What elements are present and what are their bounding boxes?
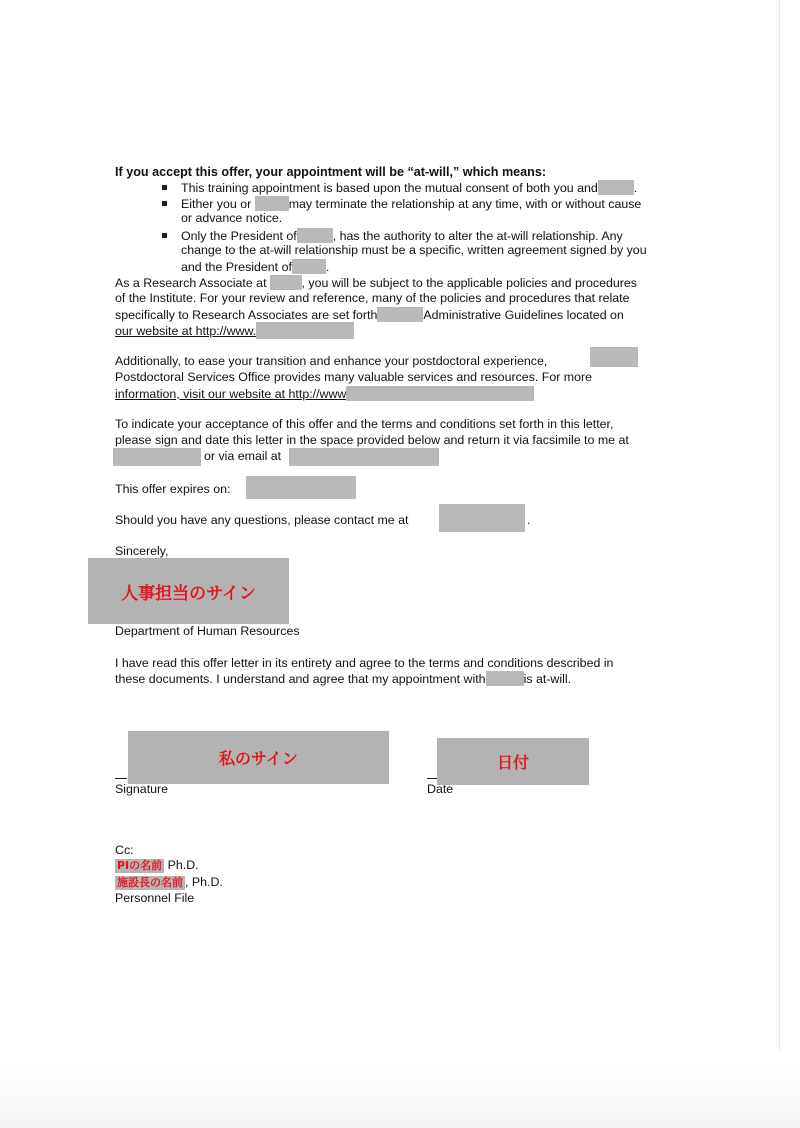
redaction-box — [598, 180, 634, 195]
para-2-line-2: Postdoctoral Services Office provides many valuable services and resources. For more — [115, 370, 593, 384]
director-name-tag: 施設長の名前 — [117, 876, 183, 889]
postdoc-link[interactable]: information, visit our website at http://www — [115, 387, 347, 401]
my-signature-note: 私のサイン — [219, 749, 298, 768]
offer-expires: This offer expires on: — [115, 482, 231, 496]
redaction-box — [256, 322, 354, 339]
bullet-3-line-2: change to the at-will relationship must be a specific, written agreement signed by you — [181, 243, 647, 257]
para-2-line-1 — [115, 354, 547, 370]
redaction-box — [297, 228, 333, 243]
bullet-1: This training appointment is based upon the mutual consent of both you and . — [181, 181, 638, 195]
para-1-line-2: of the Institute. For your review and reference, many of the policies and procedures that relate — [115, 291, 630, 305]
redaction-box — [590, 347, 638, 367]
page-edge — [779, 0, 780, 1050]
para-3-line-1: To indicate your acceptance of this offer and the terms and conditions set forth in this letter, — [115, 417, 614, 431]
agreement-line-1: I have read this offer letter in its entirety and agree to the terms and conditions described in — [115, 656, 614, 670]
date-box — [437, 738, 589, 785]
cc-director — [115, 875, 223, 891]
para-1-text-d: Administrative Guidelines located on — [423, 308, 624, 322]
agreement-line-2 — [115, 671, 571, 688]
bullet-2-text-b: may terminate the relationship at any time, with or without cause — [288, 197, 642, 211]
signature-label: Signature — [115, 782, 169, 796]
para-1-line-4 — [115, 322, 354, 340]
para-1-text-b: , you will be subject to the applicable policies and procedures — [301, 276, 637, 290]
bullet-2-line-2: or advance notice. — [181, 211, 283, 225]
period: . — [527, 513, 531, 527]
questions-line — [115, 513, 408, 529]
bullet-2-text-a: Either you or — [181, 197, 252, 211]
para-2-line-3 — [115, 386, 534, 403]
para-1-text-a: As a Research Associate at — [115, 276, 267, 290]
redaction-box — [439, 504, 525, 532]
redaction-box — [255, 196, 289, 211]
hr-signature-box — [88, 558, 289, 624]
redaction-box — [377, 307, 423, 322]
bullet-3-text-a: Only the President of — [181, 229, 297, 243]
para-3-line-3: or via email at — [204, 449, 282, 463]
pi-name-tag: PIの名前 — [117, 859, 163, 872]
bullet-marker — [162, 185, 167, 190]
redaction-box — [486, 671, 524, 686]
para-1-line-1 — [115, 275, 637, 292]
director-suffix: , Ph.D. — [185, 875, 223, 889]
at-will-heading: If you accept this offer, your appointment will be “at-will,” which means: — [115, 165, 547, 179]
guidelines-link[interactable]: our website at http://www. — [115, 324, 257, 338]
date-label: Date — [427, 782, 454, 796]
para-2-text-a: Additionally, to ease your transition and enhance your postdoctoral experience, — [115, 354, 548, 368]
bullet-marker — [162, 233, 167, 238]
para-1-text-c: specifically to Research Associates are set forth — [115, 308, 378, 322]
cc-label: Cc: — [115, 843, 134, 857]
signature-line — [115, 778, 127, 779]
redaction-box — [113, 448, 201, 466]
bullet-1-text: This training appointment is based upon the mutual consent of both you and — [181, 181, 598, 195]
redaction-box — [270, 275, 302, 290]
redaction-box — [246, 476, 356, 499]
bullet-marker — [162, 201, 167, 206]
para-3-line-2: please sign and date this letter in the space provided below and return it via facsimile to me at — [115, 433, 629, 447]
bullet-3-text-b: , has the authority to alter the at-will relationship. Any — [332, 229, 623, 243]
redaction-box — [346, 386, 534, 401]
my-signature-box — [128, 731, 389, 784]
hr-signature-note: 人事担当のサイン — [121, 583, 256, 604]
agreement-text-a: these documents. I understand and agree that my appointment with — [115, 672, 486, 686]
bullet-3-text-d: and the President of — [181, 260, 292, 274]
date-note: 日付 — [496, 753, 529, 772]
sincerely: Sincerely, — [115, 544, 169, 558]
scan-shadow — [0, 1068, 800, 1128]
pi-suffix: Ph.D. — [167, 858, 199, 872]
cc-pi — [115, 858, 199, 874]
bullet-3-line-3: and the President of . — [181, 260, 330, 274]
redaction-box — [289, 448, 439, 466]
questions-text: Should you have any questions, please contact me at — [115, 513, 409, 527]
redaction-box — [292, 259, 326, 274]
cc-file: Personnel File — [115, 891, 195, 905]
agreement-text-b: is at-will. — [523, 672, 572, 686]
date-line — [427, 778, 437, 779]
department: Department of Human Resources — [115, 624, 300, 638]
